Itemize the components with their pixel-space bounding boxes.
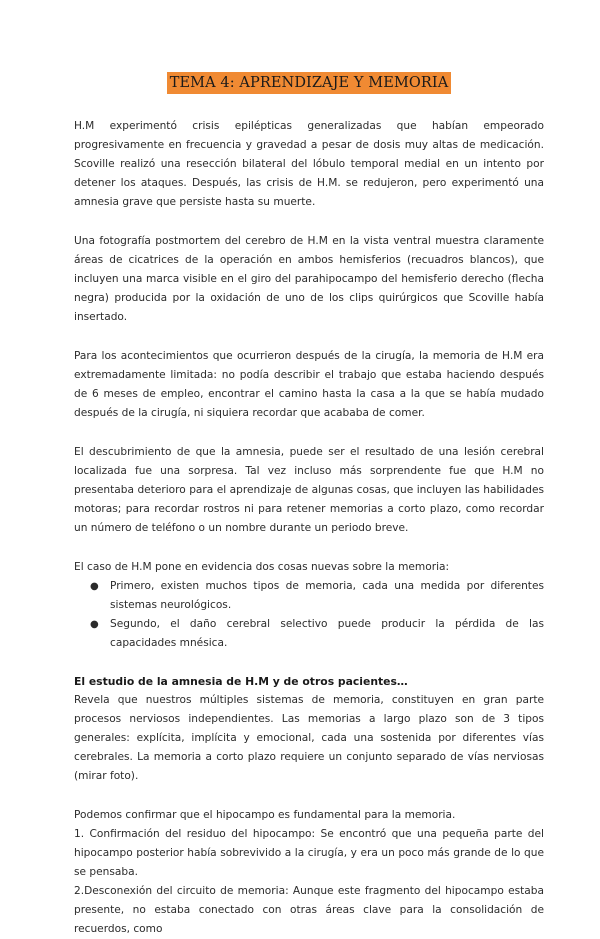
list-item [90, 615, 544, 653]
paragraph-case-intro: El caso de H.M pone en evidencia dos cosas nuevas sobre la memoria: [74, 561, 450, 573]
document-page [74, 0, 544, 939]
paragraph-post-surgery-memory: Para los acontecimientos que ocurrieron después de la cirugía, la memoria de H.M era extremadamente limitada: no podía describir el trabajo que estaba haciendo después de 6 meses de empleo, encontrar el camino hasta la casa a la que se había mudado después de la cirugía, ni siquiera recordar que acababa de comer. [74, 350, 544, 419]
section-subheading: El estudio de la amnesia de H.M y de otros pacientes… [74, 675, 408, 688]
paragraph-hippocampus-item-1: 1. Confirmación del residuo del hipocampo: Se encontró que una pequeña parte del hipocampo posterior había sobrevivido a la cirugía, y era un poco más grande de lo que se pensaba. [74, 828, 544, 878]
paragraph-surgery: H.M experimentó crisis epilépticas generalizadas que habían empeorado progresivamente en frecuencia y gravedad a pesar de dosis muy altas de medicación. Scoville realizó una resección bilateral del lóbulo temporal medial en un intento por detener los ataques. Después, las crisis de H.M. se redujeron, pero experimentó una amnesia grave que persiste hasta su muerte. [74, 120, 544, 208]
paragraph-discovery: El descubrimiento de que la amnesia, puede ser el resultado de una lesión cerebral localizada fue una sorpresa. Tal vez incluso más sorprendente fue que H.M no presentaba deterioro para el aprendizaje de algunas cosas, que incluyen las habilidades motoras; para recordar rostros ni para retener memorias a corto plazo, como recordar un número de teléfono o un nombre durante un periodo breve. [74, 446, 544, 534]
bullet-icon: ● [90, 619, 99, 630]
list-item-text: Segundo, el daño cerebral selectivo puede producir la pérdida de las capacidades mnésica. [110, 618, 544, 649]
title-container [74, 72, 544, 96]
paragraph-hippocampus-intro: Podemos confirmar que el hipocampo es fundamental para la memoria. [74, 809, 456, 821]
paragraph-hippocampus-item-2: 2.Desconexión del circuito de memoria: Aunque este fragmento del hipocampo estaba presente, no estaba conectado con otras áreas clave para la consolidación de recuerdos, como [74, 885, 544, 935]
list-item-text: Primero, existen muchos tipos de memoria, cada una medida por diferentes sistemas neurológicos. [110, 580, 544, 611]
page-title: TEMA 4: APRENDIZAJE Y MEMORIA [167, 72, 452, 94]
list-item [90, 577, 544, 615]
bullet-icon: ● [90, 581, 99, 592]
paragraph-memory-systems: Revela que nuestros múltiples sistemas de memoria, constituyen en gran parte procesos nerviosos independientes. Las memorias a largo plazo son de 3 tipos generales: explícita, implícita y emocional, cada una sostenida por diferentes vías cerebrales. La memoria a corto plazo requiere un conjunto separado de vías nerviosas (mirar foto). [74, 694, 544, 782]
bullet-list [74, 577, 544, 653]
paragraph-postmortem: Una fotografía postmortem del cerebro de H.M en la vista ventral muestra claramente áreas de cicatrices de la operación en ambos hemisferios (recuadros blancos), que incluyen una marca visible en el giro del parahipocampo del hemisferio derecho (flecha negra) producida por la oxidación de uno de los clips quirúrgicos que Scoville había insertado. [74, 235, 544, 323]
